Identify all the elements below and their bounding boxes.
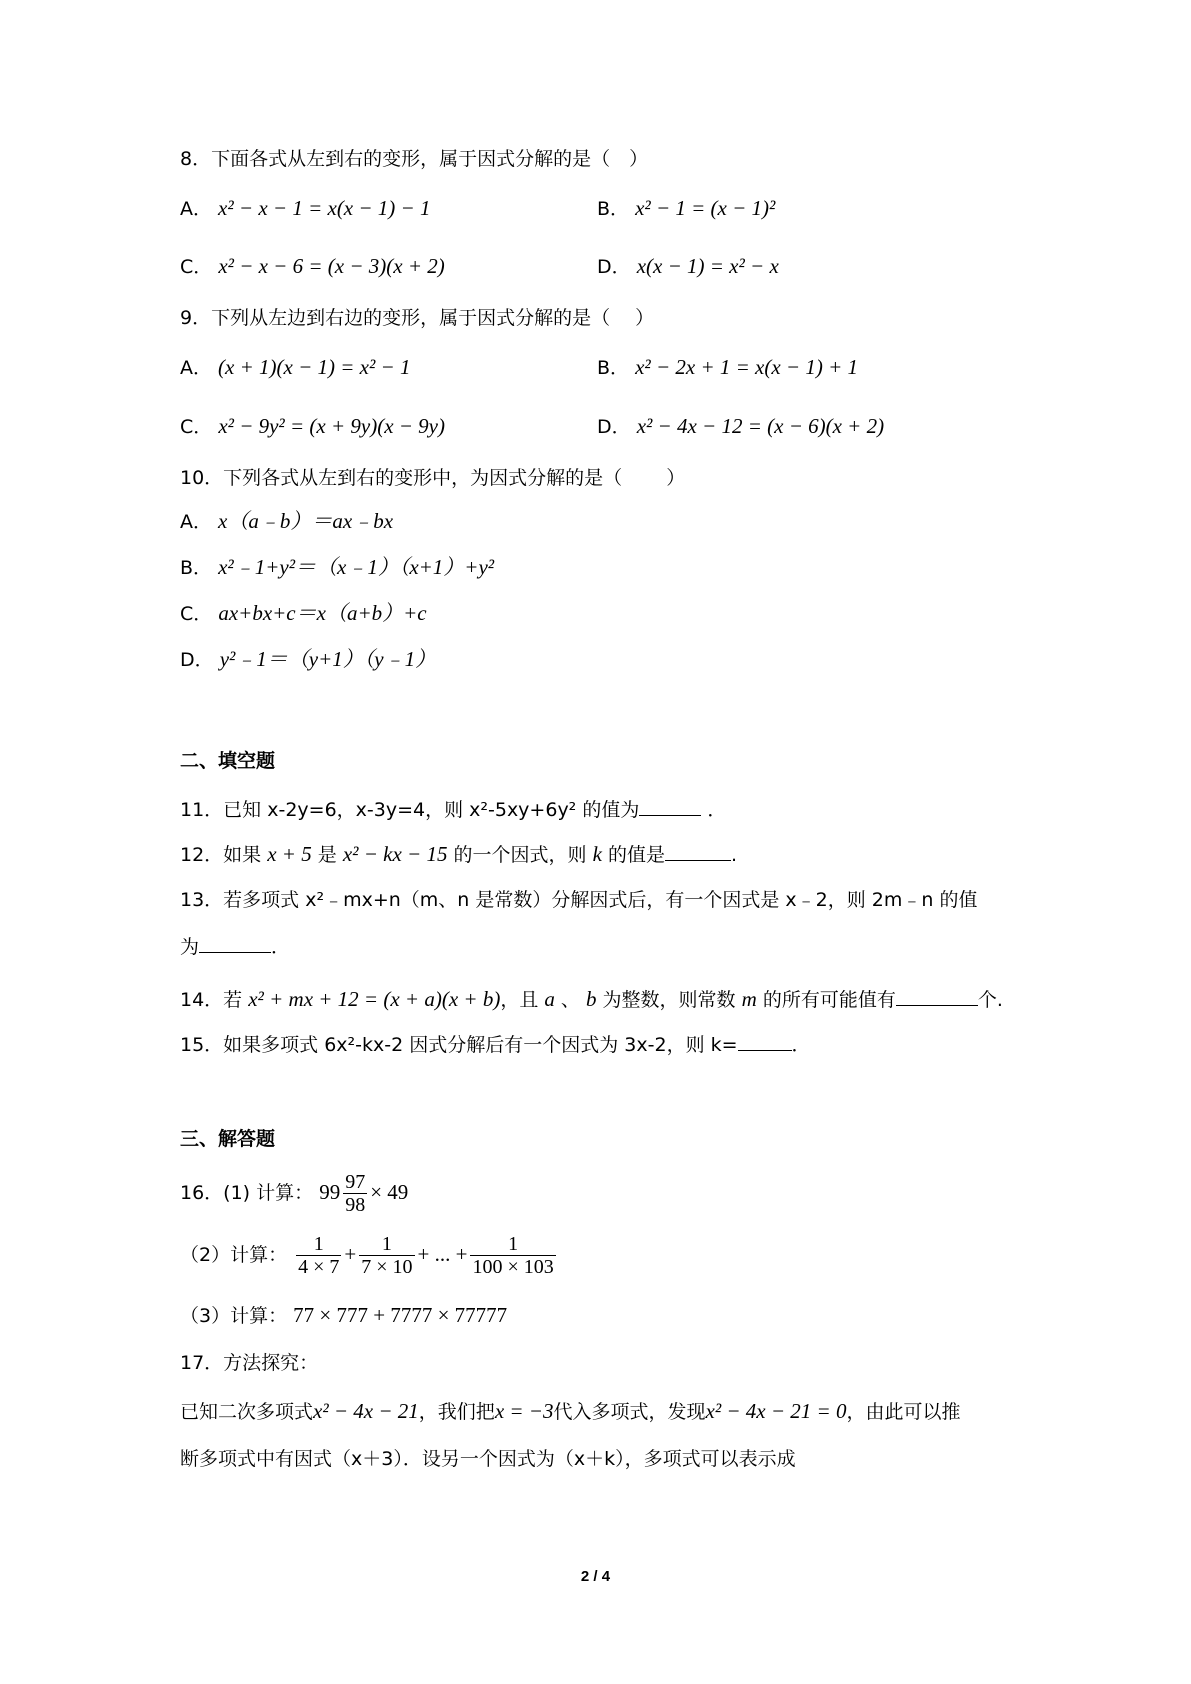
q17-line2: 断多项式中有因式（x＋3）．设另一个因式为（x＋k），多项式可以表示成 [180,1448,796,1470]
answer-blank[interactable] [896,985,978,1006]
q8-option-a [180,195,430,222]
math-expression: ax+bx+c＝x（a+b）+c [218,601,427,625]
math-expression: x² − 4x − 12 = (x − 6)(x + 2) [636,414,885,438]
math-expression: x = −3 [494,1399,554,1423]
q11-text: 11．已知 x-2y=6，x-3y=4，则 x²-5xy+6y² 的值为 [180,799,640,821]
option-label: A． [180,357,212,379]
q12-text: 的一个因式，则 [453,844,587,866]
q14-text: ，且 [500,989,539,1011]
math-expression: × 49 [370,1180,409,1204]
q10-option-c [180,600,427,627]
q17-title: 17．方法探究： [180,1352,319,1374]
answer-blank[interactable] [665,840,731,861]
q9-option-b [597,354,858,381]
q12-text: 12．如果 [180,844,262,866]
q15-text: 15．如果多项式 6x²-kx-2 因式分解后有一个因式为 3x-2，则 k= [180,1034,738,1056]
q8-option-d [597,253,779,280]
q9-option-c [180,413,445,440]
q17-text: ，由此可以推 [846,1401,961,1423]
option-label: D． [597,256,631,278]
option-label: A． [180,198,212,220]
q8-option-b [597,195,775,222]
q12-text: 是 [317,844,337,866]
q8-option-c [180,253,445,280]
option-label: C． [180,416,213,438]
math-expression: x(x − 1) = x² − x [636,254,779,278]
option-label: B． [597,198,630,220]
q10-option-d [180,646,436,673]
answer-blank[interactable] [738,1030,792,1051]
section-title-fill-in: 二、填空题 [180,750,276,772]
numerator: 1 [359,1233,414,1256]
numerator: 1 [470,1233,555,1256]
q8-stem: 8．下面各式从左到右的变形，属于因式分解的是（ ） [180,148,649,170]
option-label: C． [180,256,213,278]
option-label: C． [180,603,213,625]
math-expression: x² − x − 1 = x(x − 1) − 1 [218,196,431,220]
math-expression: x² − 1 = (x − 1)² [635,196,776,220]
math-expression: b [585,987,597,1011]
numerator: 97 [345,1171,366,1193]
q15 [180,1030,811,1058]
q12-tail: . [730,844,737,866]
q13-tail: ． [271,936,291,958]
q14-tail: 个. [977,989,1003,1011]
math-expression: x² + mx + 12 = (x + a)(x + b) [248,987,501,1011]
q13-line1: 13．若多项式 x²﹣mx+n（m、n 是常数）分解因式后，有一个因式是 x﹣2，则 2m﹣n 的值 [180,889,978,911]
q10-option-b [180,554,494,581]
section-title-answer: 三、解答题 [180,1128,276,1150]
q10-stem: 10．下列各式从左到右的变形中，为因式分解的是（ ） [180,467,686,489]
answer-blank[interactable] [199,932,271,953]
denominator: 98 [345,1194,366,1216]
q16-part2: （2）计算： $\frac{1}{4 \times 7}$ + $\frac{1}{7 \times 10}$ + ... + $\frac{1}{100 \times 103}$ [180,1233,554,1278]
q10-option-a [180,508,393,535]
math-expression: x² − 9y² = (x + 9y)(x − 9y) [218,414,446,438]
option-label: B． [180,557,213,579]
q16-part1 [180,1168,408,1217]
q11-tail: ． [707,799,727,821]
fraction [359,1233,414,1278]
q13-line2 [180,932,290,960]
q17-text: 代入多项式，发现 [553,1401,706,1423]
option-label: A． [180,511,212,533]
fraction [296,1233,341,1278]
math-expression: y²﹣1＝（y+1）（y﹣1） [219,647,437,671]
q16-label: （3）计算： [180,1305,288,1327]
q17-text: ，我们把 [418,1401,495,1423]
math-expression: k [592,842,602,866]
option-label: D． [597,416,631,438]
math-expression: x + 5 [267,842,312,866]
q17-text: 已知二次多项式 [180,1401,314,1423]
q14-text: 、 [560,989,580,1011]
math-expression: 77 × 777 + 7777 × 77777 [293,1303,508,1327]
q12-text: 的值是 [607,844,665,866]
q17-line1 [180,1398,960,1425]
q9-stem: 9．下列从左边到右边的变形，属于因式分解的是（ ） [180,307,655,329]
math-expression: x² − x − 6 = (x − 3)(x + 2) [218,254,445,278]
denominator: 4 × 7 [298,1256,340,1278]
q15-tail: ． [791,1034,811,1056]
math-expression: x（a﹣b）＝ax﹣bx [218,509,394,533]
math-expression: x² − 4x − 21 [313,1399,419,1423]
q16-part3 [180,1302,507,1329]
math-expression: x² − kx − 15 [342,842,448,866]
q14-text: 14．若 [180,989,243,1011]
answer-blank[interactable] [639,795,701,816]
numerator: 1 [296,1233,341,1256]
q14 [180,985,1003,1013]
q9-option-d [597,413,884,440]
q12 [180,840,737,868]
math-expression: x² − 4x − 21 = 0 [705,1399,847,1423]
q16-label: 16．(1) 计算： [180,1182,314,1204]
fraction [470,1233,555,1278]
denominator: 7 × 10 [361,1256,413,1278]
q11 [180,795,726,823]
page-number: 2 / 4 [580,1568,611,1585]
option-label: D． [180,649,214,671]
math-expression: + ... + [417,1242,468,1266]
q14-text: 为整数，则常数 [602,989,736,1011]
math-expression: x² − 2x + 1 = x(x − 1) + 1 [635,355,859,379]
math-expression: 99 [319,1180,341,1204]
math-expression: x²﹣1+y²＝（x﹣1）（x+1）+y² [218,555,495,579]
denominator: 100 × 103 [472,1256,554,1278]
q9-option-a [180,354,410,381]
math-expression: m [741,987,757,1011]
q14-text: 的所有可能值有 [762,989,896,1011]
math-expression: (x + 1)(x − 1) = x² − 1 [218,355,411,379]
fraction [343,1171,367,1216]
math-expression: a [544,987,555,1011]
option-label: B． [597,357,630,379]
q16-label: （2）计算： [180,1244,288,1266]
q13-text: 为 [180,936,200,958]
